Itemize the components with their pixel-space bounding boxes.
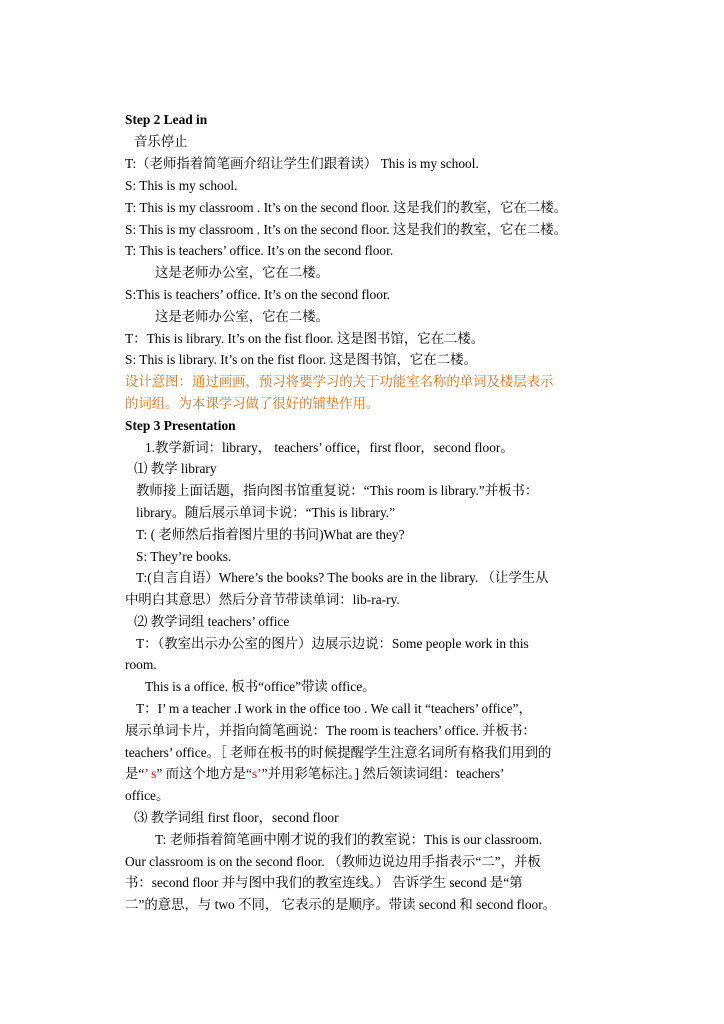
s-school: S: This is my school. <box>125 178 238 193</box>
sub2-line7-part-b: ” 而这个地方是“ <box>156 766 252 781</box>
sub3-line3: 书：second floor 并与图中我们的教室连线。） 告诉学生 second 是“第 <box>125 875 523 890</box>
sub2-line3: This is a office. 板书“office”带读 office。 <box>145 679 376 694</box>
sub1-line3: T: ( 老师然后指着图片里的书问)What are they? <box>136 527 405 542</box>
design-intent-line2: 的词组。为本课学习做了很好的铺垫作用。 <box>125 396 380 411</box>
sub2-line7-part-a: 是“ <box>125 766 145 781</box>
sub2-title: ⑵ 教学词组 teachers’ office <box>134 614 290 629</box>
sub1-line4: S: They’re books. <box>136 549 232 564</box>
t-intro-cn: T:（老师指着简笔画介绍让学生们跟着读） <box>125 156 378 171</box>
t-office: T: This is teachers’ office. It’s on the second floor. <box>125 243 394 258</box>
t-library: T：This is library. It’s on the fist floor. 这是图书馆，它在二楼。 <box>125 331 485 346</box>
sub3-line4: 二”的意思，与 two 不同， 它表示的是顺序。带读 second 和 second floor。 <box>125 897 557 912</box>
s-classroom: S: This is my classroom . It’s on the second floor. 这是我们的教室，它在二楼。 <box>125 222 567 237</box>
step2-heading: Step 2 Lead in <box>125 112 208 127</box>
sub1-line6: 中明白其意思）然后分音节带读单词：lib-ra-ry. <box>125 592 400 607</box>
t-intro <box>125 155 479 173</box>
sub2-line5: 展示单词卡片，并指向简笔画说：The room is teachers’ office. 并板书： <box>125 723 536 738</box>
sub1-line5: T:(自言自语）Where’s the books? The books are in the library. （让学生从 <box>136 570 549 585</box>
t-classroom: T: This is my classroom . It’s on the second floor. 这是我们的教室，它在二楼。 <box>125 200 568 215</box>
t-intro-en: This is my school. <box>380 156 479 171</box>
music-stop: 音乐停止 <box>134 134 188 149</box>
sub2-line2: room. <box>125 657 157 672</box>
sub1-title: ⑴ 教学 library <box>134 461 217 476</box>
possessive-mark-s-plural: s’ <box>251 766 262 781</box>
sub3-line2: Our classroom is on the second floor. （教师边说边用手指表示“二”，并板 <box>125 854 541 869</box>
possessive-mark-s: ’ s <box>144 766 157 781</box>
t-office-cn: 这是老师办公室，它在二楼。 <box>155 265 330 280</box>
sub2-line4: T：I’ m a teacher .I work in the office too . We call it “teachers’ office”， <box>136 701 532 716</box>
sub2-line8: office。 <box>125 788 170 803</box>
sub1-line1: 教师接上面话题，指向图书馆重复说：“This room is library.”并板书： <box>136 483 539 498</box>
sub3-line1: T: 老师指着简笔画中刚才说的我们的教室说：This is our classroom. <box>155 832 543 847</box>
s-office: S:This is teachers’ office. It’s on the second floor. <box>125 287 391 302</box>
new-words: 1.教学新词：library， teachers’ office，first floor，second floor。 <box>145 440 514 455</box>
sub2-line6: teachers’ office。［ 老师在板书的时候提醒学生注意名词所有格我们用到的 <box>125 745 552 760</box>
step3-heading: Step 3 Presentation <box>125 418 236 433</box>
sub2-line1: T：（教室出示办公室的图片）边展示边说：Some people work in this <box>136 636 529 651</box>
sub2-line7-part-c: ”并用彩笔标注。] 然后领读词组：teachers’ <box>261 766 505 781</box>
sub2-line7 <box>125 765 504 783</box>
design-intent-line1: 设计意图：通过画画，预习将要学习的关于功能室名称的单词及楼层表示 <box>125 374 554 389</box>
sub1-line2: library。随后展示单词卡说：“This is library.” <box>136 505 396 520</box>
sub3-title: ⑶ 教学词组 first floor，second floor <box>134 810 339 825</box>
s-library: S: This is library. It’s on the fist floor. 这是图书馆，它在二楼。 <box>125 352 477 367</box>
s-office-cn: 这是老师办公室，它在二楼。 <box>155 309 330 324</box>
